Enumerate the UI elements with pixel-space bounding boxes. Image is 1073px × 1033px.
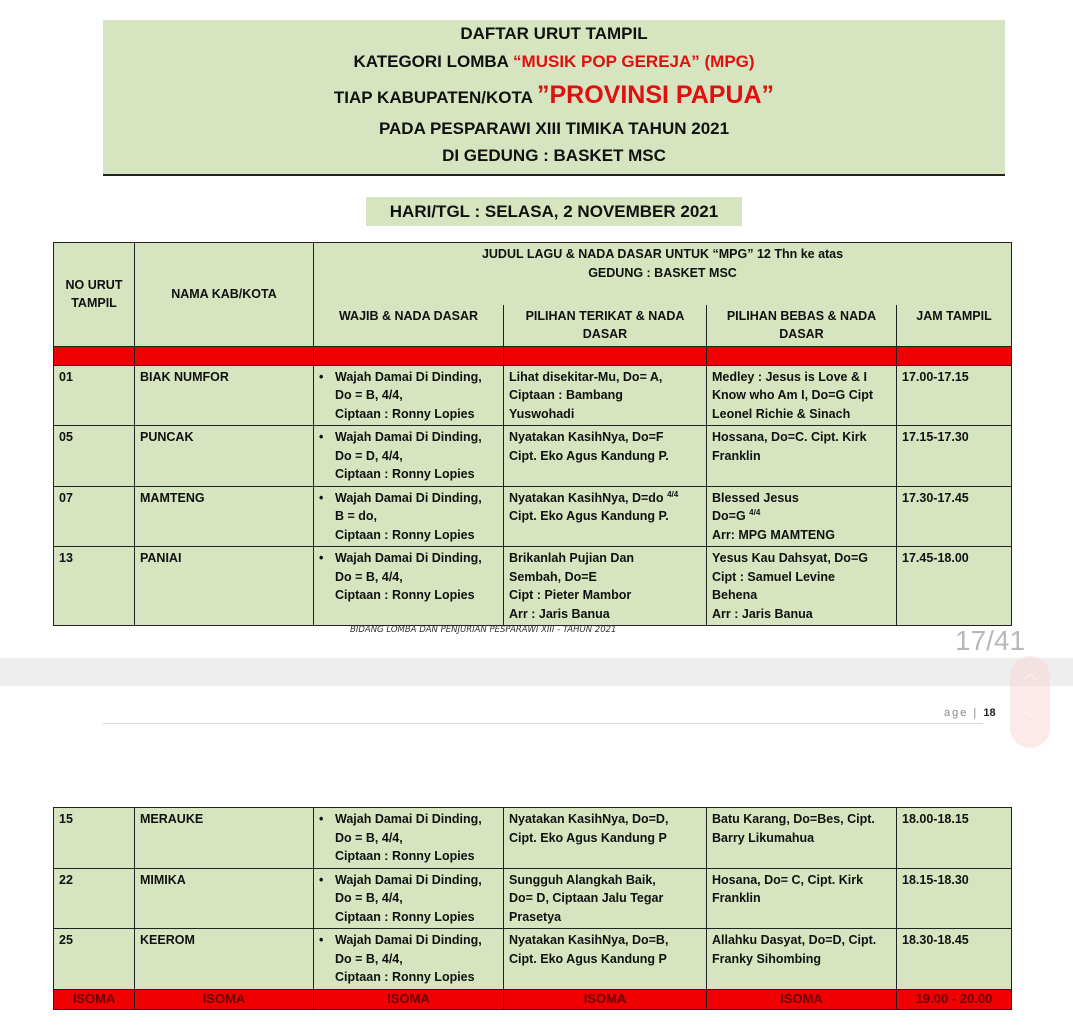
terikat-line: Cipt. Eko Agus Kandung P (509, 951, 667, 966)
page-counter: 17/41 (955, 625, 1026, 656)
terikat-line: Prasetya (509, 909, 562, 924)
wajib-line: Do = B, 4/4, (335, 569, 403, 584)
category-name: “MUSIK POP GEREJA” (MPG) (513, 52, 755, 71)
terikat-line: Cipt : Pieter Mambor (509, 588, 632, 602)
page-number-label (944, 707, 996, 719)
header-category (103, 52, 1005, 72)
header-judul-lagu (314, 243, 1012, 305)
chevron-down-icon[interactable]: ﹀ (1023, 710, 1037, 726)
header-jam: JAM TAMPIL (897, 305, 1012, 347)
row-bebas (707, 929, 897, 990)
page-scroll-control[interactable] (1010, 656, 1050, 748)
bebas-line: Batu Karang, Do=Bes, Cipt. (712, 812, 875, 826)
header-venue: DI GEDUNG : BASKET MSC (442, 146, 666, 165)
isoma-cell: ISOMA (707, 989, 897, 1009)
time-signature: 4/4 (667, 489, 679, 499)
row-number: 07 (54, 486, 135, 547)
row-terikat (504, 426, 707, 487)
wajib-line: Do = B, 4/4, (335, 951, 403, 966)
bebas-line: Hossana, Do=C. Cipt. Kirk (712, 430, 867, 444)
bebas-line: Cipt : Samuel Levine (712, 569, 835, 584)
terikat-line: Nyatakan KasihNya, Do=B, (509, 933, 669, 947)
row-number: 13 (54, 547, 135, 626)
row-bebas (707, 365, 897, 426)
header-province (103, 81, 1005, 110)
row-jam: 18.00-18.15 (897, 808, 1012, 869)
bebas-line: Medley : Jesus is Love & I (712, 369, 867, 384)
row-number: 15 (54, 808, 135, 869)
terikat-line: Do= D, Ciptaan Jalu Tegar (509, 891, 664, 905)
bebas-line: Allahku Dasyat, Do=D, Cipt. (712, 933, 877, 947)
row-jam: 17.45-18.00 (897, 547, 1012, 626)
isoma-cell: ISOMA (135, 989, 314, 1009)
isoma-cell: ISOMA (54, 989, 135, 1009)
row-kabupaten: BIAK NUMFOR (135, 365, 314, 426)
row-kabupaten: MERAUKE (135, 808, 314, 869)
table-row (54, 868, 1012, 929)
terikat-line: Lihat disekitar-Mu, Do= A, (509, 369, 663, 384)
row-number: 01 (54, 365, 135, 426)
row-bebas (707, 547, 897, 626)
bebas-line: Yesus Kau Dahsyat, Do=G (712, 551, 868, 565)
wajib-line: • Wajah Damai Di Dinding, (335, 369, 482, 384)
row-terikat (504, 868, 707, 929)
isoma-time: 19.00 - 20.00 (897, 989, 1012, 1009)
terikat-line: Cipt. Eko Agus Kandung P. (509, 509, 669, 523)
row-jam: 17.00-17.15 (897, 365, 1012, 426)
bebas-line: Know who Am I, Do=G Cipt (712, 388, 873, 402)
table-subtitle: GEDUNG : BASKET MSC (588, 265, 737, 280)
bebas-line: Franky Sihombing (712, 951, 822, 966)
row-jam: 17.30-17.45 (897, 486, 1012, 547)
terikat-line: Sungguh Alangkah Baik, (509, 872, 656, 887)
row-jam: 17.15-17.30 (897, 426, 1012, 487)
bebas-line: Arr : Jaris Banua (712, 606, 813, 621)
bebas-line: Franklin (712, 891, 761, 905)
terikat-line: Nyatakan KasihNya, Do=F (509, 430, 664, 444)
terikat-line: Nyatakan KasihNya, Do=D, (509, 812, 669, 826)
row-kabupaten: PANIAI (135, 547, 314, 626)
header-title: DAFTAR URUT TAMPIL (460, 24, 648, 43)
row-wajib (314, 929, 504, 990)
chevron-up-icon[interactable]: ︿ (1023, 666, 1037, 682)
table-row (54, 426, 1012, 487)
table-row (54, 808, 1012, 869)
schedule-table-continued (53, 807, 1012, 1010)
row-wajib (314, 486, 504, 547)
wajib-line: • Wajah Damai Di Dinding, (335, 812, 482, 826)
wajib-line: Ciptaan : Ronny Lopies (335, 406, 475, 421)
row-kabupaten: KEEROM (135, 929, 314, 990)
bebas-line: Do=G (712, 509, 746, 523)
row-number: 22 (54, 868, 135, 929)
isoma-row (54, 989, 1012, 1009)
header-terikat: PILIHAN TERIKAT & NADA DASAR (504, 305, 707, 347)
bebas-line: Hosana, Do= C, Cipt. Kirk (712, 872, 864, 887)
page-word: age (944, 707, 969, 719)
table-row (54, 547, 1012, 626)
document-header (103, 20, 1005, 175)
province-prefix: TIAP KABUPATEN/KOTA (333, 88, 537, 107)
page-separator: | (968, 707, 984, 719)
page-gap (0, 658, 1073, 686)
terikat-line: Brikanlah Pujian Dan (509, 551, 635, 565)
row-bebas (707, 868, 897, 929)
bebas-line: Franklin (712, 448, 761, 463)
schedule-table (53, 242, 1012, 626)
terikat-line: Arr : Jaris Banua (509, 606, 610, 621)
bebas-line: Arr: MPG MAMTENG (712, 527, 835, 542)
row-wajib (314, 868, 504, 929)
row-terikat (504, 365, 707, 426)
row-bebas (707, 808, 897, 869)
table-row (54, 365, 1012, 426)
terikat-line: Cipt. Eko Agus Kandung P. (509, 448, 669, 463)
row-bebas (707, 486, 897, 547)
wajib-line: Do = D, 4/4, (335, 448, 403, 463)
wajib-line: Do = B, 4/4, (335, 891, 403, 905)
category-prefix: KATEGORI LOMBA (353, 52, 514, 71)
wajib-line: Ciptaan : Ronny Lopies (335, 467, 475, 481)
header-event: PADA PESPARAWI XIII TIMIKA TAHUN 2021 (378, 119, 730, 138)
isoma-cell: ISOMA (504, 989, 707, 1009)
red-separator (54, 346, 1012, 365)
terikat-line: Yuswohadi (509, 406, 575, 421)
row-kabupaten: MIMIKA (135, 868, 314, 929)
wajib-line: • Wajah Damai Di Dinding, (335, 551, 482, 565)
wajib-line: Ciptaan : Ronny Lopies (335, 588, 475, 602)
wajib-line: Ciptaan : Ronny Lopies (335, 527, 475, 542)
row-wajib (314, 547, 504, 626)
terikat-line: Sembah, Do=E (509, 569, 597, 584)
row-bebas (707, 426, 897, 487)
bebas-line: Leonel Richie & Sinach (712, 406, 851, 421)
province-name: ”PROVINSI PAPUA” (536, 81, 775, 109)
row-number: 25 (54, 929, 135, 990)
table-row (54, 486, 1012, 547)
wajib-line: Ciptaan : Ronny Lopies (335, 970, 475, 984)
bebas-line: Blessed Jesus (712, 490, 799, 505)
wajib-line: • Wajah Damai Di Dinding, (335, 933, 482, 947)
row-terikat (504, 547, 707, 626)
header-bebas: PILIHAN BEBAS & NADA DASAR (707, 305, 897, 347)
row-wajib (314, 426, 504, 487)
wajib-line: Do = B, 4/4, (335, 388, 403, 402)
header-wajib: WAJIB & NADA DASAR (314, 305, 504, 347)
row-terikat (504, 486, 707, 547)
row-terikat (504, 929, 707, 990)
row-wajib (314, 365, 504, 426)
terikat-line: Cipt. Eko Agus Kandung P (509, 830, 667, 845)
terikat-line: Ciptaan : Bambang (509, 388, 623, 402)
row-kabupaten: MAMTENG (135, 486, 314, 547)
row-wajib (314, 808, 504, 869)
footer-note: BIDANG LOMBA DAN PENJURIAN PESPARAWI XIII - TAHUN 2021 (350, 625, 617, 635)
row-terikat (504, 808, 707, 869)
table-title: JUDUL LAGU & NADA DASAR UNTUK “MPG” 12 Thn ke atas (481, 247, 844, 261)
schedule-date: HARI/TGL : SELASA, 2 NOVEMBER 2021 (366, 197, 742, 226)
page-header-rule (103, 723, 983, 724)
row-jam: 18.30-18.45 (897, 929, 1012, 990)
isoma-cell: ISOMA (314, 989, 504, 1009)
bebas-line: Barry Likumahua (712, 830, 815, 845)
wajib-line: B = do, (335, 509, 378, 523)
row-jam: 18.15-18.30 (897, 868, 1012, 929)
wajib-line: • Wajah Damai Di Dinding, (335, 872, 482, 887)
wajib-line: Ciptaan : Ronny Lopies (335, 909, 475, 924)
header-nama-kab: NAMA KAB/KOTA (135, 243, 314, 347)
page-number: 18 (983, 707, 996, 719)
header-no-urut: NO URUT TAMPIL (54, 243, 135, 347)
table-row (54, 929, 1012, 990)
wajib-line: • Wajah Damai Di Dinding, (335, 430, 482, 444)
wajib-line: Do = B, 4/4, (335, 830, 403, 845)
header-divider (103, 174, 1005, 176)
wajib-line: • Wajah Damai Di Dinding, (335, 490, 482, 505)
bebas-line: Behena (712, 588, 758, 602)
time-signature: 4/4 (749, 507, 761, 517)
row-number: 05 (54, 426, 135, 487)
wajib-line: Ciptaan : Ronny Lopies (335, 849, 475, 863)
terikat-line: Nyatakan KasihNya, D=do (509, 490, 664, 505)
row-kabupaten: PUNCAK (135, 426, 314, 487)
